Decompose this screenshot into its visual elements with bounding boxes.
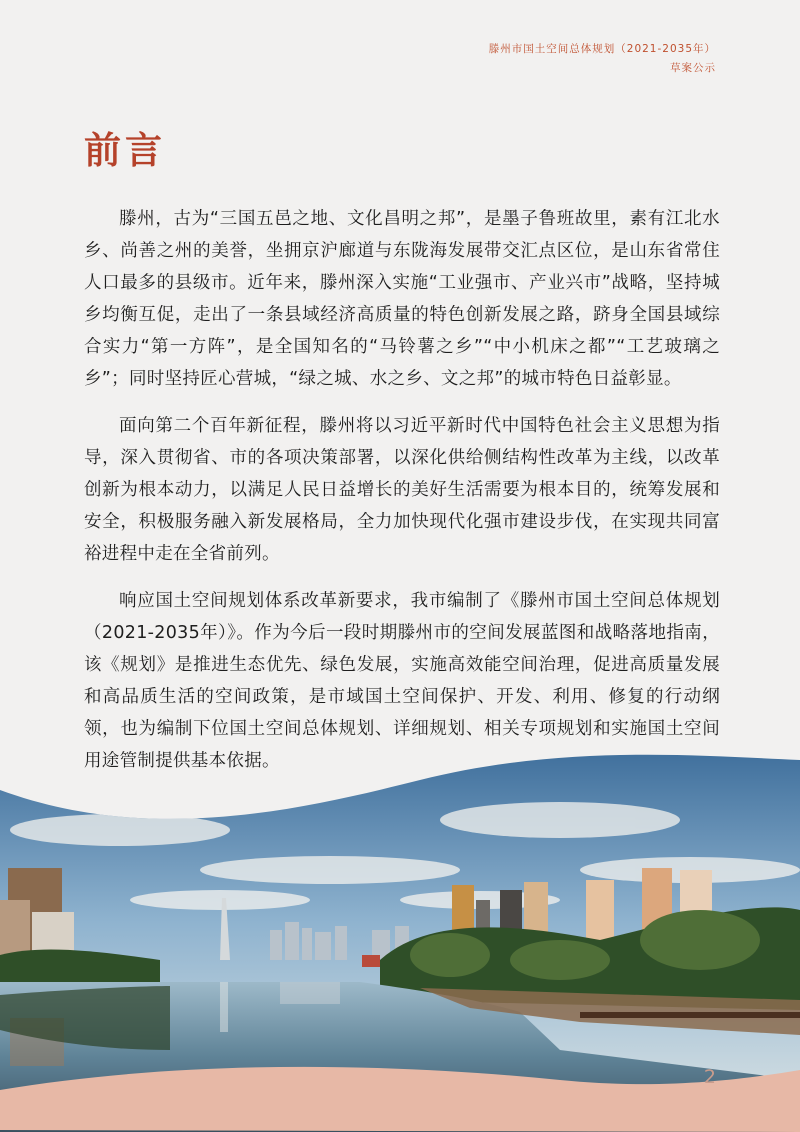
- page-title: 前言: [84, 129, 166, 172]
- paragraph-2: 面向第二个百年新征程，滕州将以习近平新时代中国特色社会主义思想为指导，深入贯彻省、市的各项决策部署，以深化供给侧结构性改革为主线，以改革创新为根本动力，以满足人民日益增长的美好生活需要为根本目的，统筹发展和安全，积极服务融入新发展格局，全力加快现代化强市建设步伐，在实现共同富裕进程中走在全省前列。: [84, 416, 720, 564]
- city-river-photo: [0, 750, 800, 1132]
- document-header: [489, 40, 716, 78]
- header-subtitle: 草案公示: [670, 62, 716, 74]
- page-number: 2: [703, 1066, 716, 1088]
- header-title: 滕州市国土空间总体规划（2021-2035年）: [488, 43, 716, 55]
- paragraph-1: 滕州，古为“三国五邑之地、文化昌明之邦”，是墨子鲁班故里，素有江北水乡、尚善之州的美誉，坐拥京沪廊道与东陇海发展带交汇点区位，是山东省常住人口最多的县级市。近年来，滕州深入实施“工业强市、产业兴市”战略，坚持城乡均衡互促，走出了一条县域经济高质量的特色创新发展之路，跻身全国县域综合实力“第一方阵”，是全国知名的“马铃薯之乡”“中小机床之都”“工艺玻璃之乡”；同时坚持匠心营城，“绿之城、水之乡、文之邦”的城市特色日益彰显。: [84, 209, 720, 389]
- paragraph-3: 响应国土空间规划体系改革新要求，我市编制了《滕州市国土空间总体规划（2021-2035年）》。作为今后一段时期滕州市的空间发展蓝图和战略落地指南，该《规划》是推进生态优先、绿色发展，实施高效能空间治理，促进高质量发展和高品质生活的空间政策，是市域国土空间保护、开发、利用、修复的行动纲领，也为编制下位国土空间总体规划、详细规划、相关专项规划和实施国土空间用途管制提供基本依据。: [84, 591, 720, 771]
- body-text: [84, 203, 720, 792]
